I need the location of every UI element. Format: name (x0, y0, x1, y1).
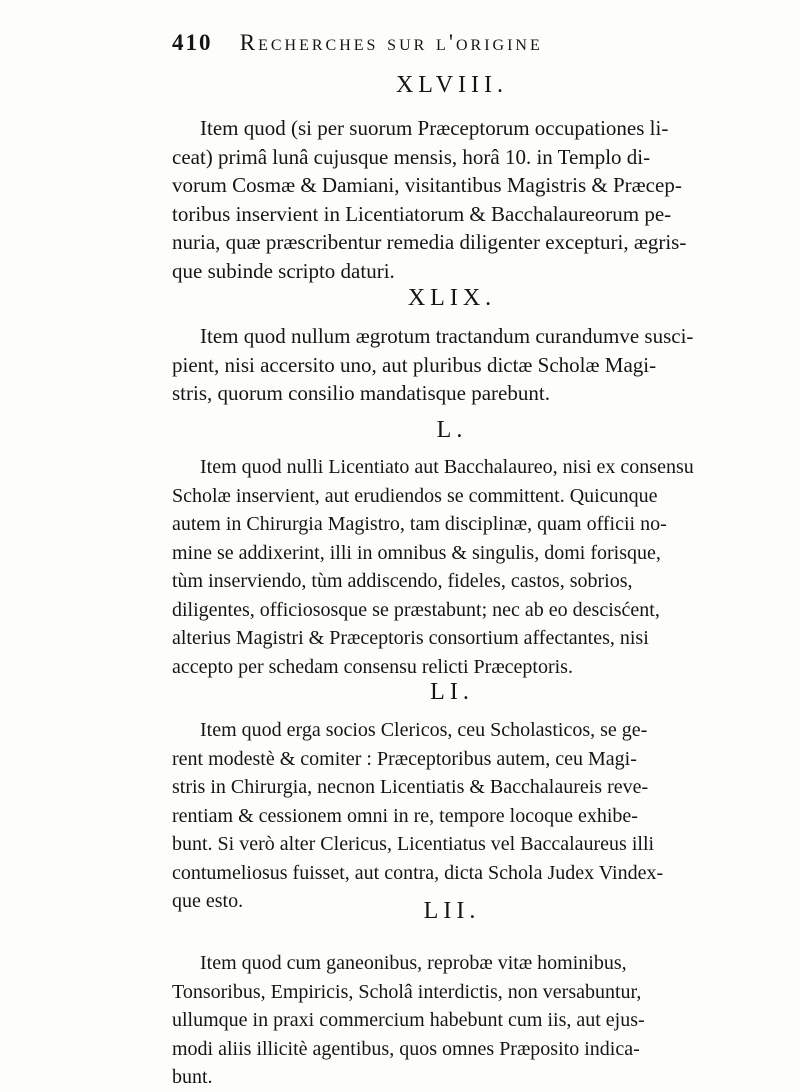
text-line: rent modestè & comiter : Præceptoribus autem, ceu Magi- (172, 747, 637, 770)
text-line: vorum Cosmæ & Damiani, visitantibus Magistris & Præcep- (172, 173, 682, 197)
text-line: toribus inservient in Licentiatorum & Bacchalaureorum pe- (172, 201, 672, 226)
text-line: Item quod erga socios Clericos, ceu Scholasticos, se ge- (200, 719, 648, 741)
text-line: Item quod cum ganeonibus, reprobæ vitæ hominibus, (200, 952, 627, 974)
text-line: modi aliis illicitè agentibus, quos omnes Præposito indica- (172, 1037, 640, 1060)
text-line: Scholæ inservient, aut erudiendos se committent. Quicunque (172, 484, 658, 507)
text-line: pient, nisi accersito uno, aut pluribus dictæ Scholæ Magi- (172, 352, 657, 377)
section-title-xlviii: XLVIII. (395, 72, 509, 98)
text-line: Item quod nulli Licentiato aut Bacchalaureo, nisi ex consensu (200, 456, 694, 478)
section-body-xlviii (172, 114, 772, 285)
section-title-xlix: XLIX. (407, 285, 497, 311)
page-number: 410 (172, 30, 213, 55)
text-line: bunt. (172, 1066, 213, 1088)
text-line: ceat) primâ lunâ cujusque mensis, horâ 10. in Templo di- (172, 144, 651, 169)
section-title-lii: LII. (423, 898, 481, 924)
text-line: accepto per schedam consensu relicti Præceptoris. (172, 655, 573, 678)
section-title-li: LI. (430, 679, 474, 705)
text-line: stris in Chirurgia, necnon Licentiatis & Bacchalaureis reve- (172, 776, 649, 798)
text-line: que subinde scripto daturi. (172, 258, 395, 283)
text-line: Item quod (si per suorum Præceptorum occupationes li- (200, 116, 669, 140)
text-line: tùm inserviendo, tùm addiscendo, fideles, castos, sobrios, (172, 570, 633, 592)
text-line: alterius Magistri & Præceptoris consortium affectantes, nisi (172, 627, 649, 649)
running-title: Recherches sur l'origine (239, 30, 543, 55)
text-line: diligentes, officiososque se præstabunt; nec ab eo descisćent, (172, 598, 660, 621)
text-line: Item quod nullum ægrotum tractandum curandumve susci- (200, 324, 694, 348)
section-body-lii (172, 949, 772, 1092)
page-header (172, 30, 732, 64)
text-line: mine se addixerint, illi in omnibus & singulis, domi forisque, (172, 541, 661, 564)
text-line: que esto. (172, 890, 244, 912)
text-line: bunt. Si verò alter Clericus, Licentiatus vel Baccalaureus illi (172, 833, 655, 855)
section-body-xlix (172, 322, 772, 408)
text-line: stris, quorum consilio mandatisque parebunt. (172, 381, 550, 405)
text-line: contumeliosus fuisset, aut contra, dicta Schola Judex Vindex- (172, 861, 664, 884)
text-line: Tonsoribus, Empiricis, Scholâ interdictis, non versabuntur, (172, 980, 642, 1003)
section-body-l (172, 453, 772, 681)
text-line: rentiam & cessionem omni in re, tempore locoque exhibe- (172, 804, 638, 827)
section-body-li (172, 716, 772, 916)
text-line: autem in Chirurgia Magistro, tam disciplinæ, quam officii no- (172, 513, 667, 535)
section-title-l: L. (436, 417, 468, 443)
text-line: nuria, quæ præscribentur remedia diligenter excepturi, ægris- (172, 230, 687, 254)
text-line: ullumque in praxi commercium habebunt cum iis, aut ejus- (172, 1009, 645, 1031)
